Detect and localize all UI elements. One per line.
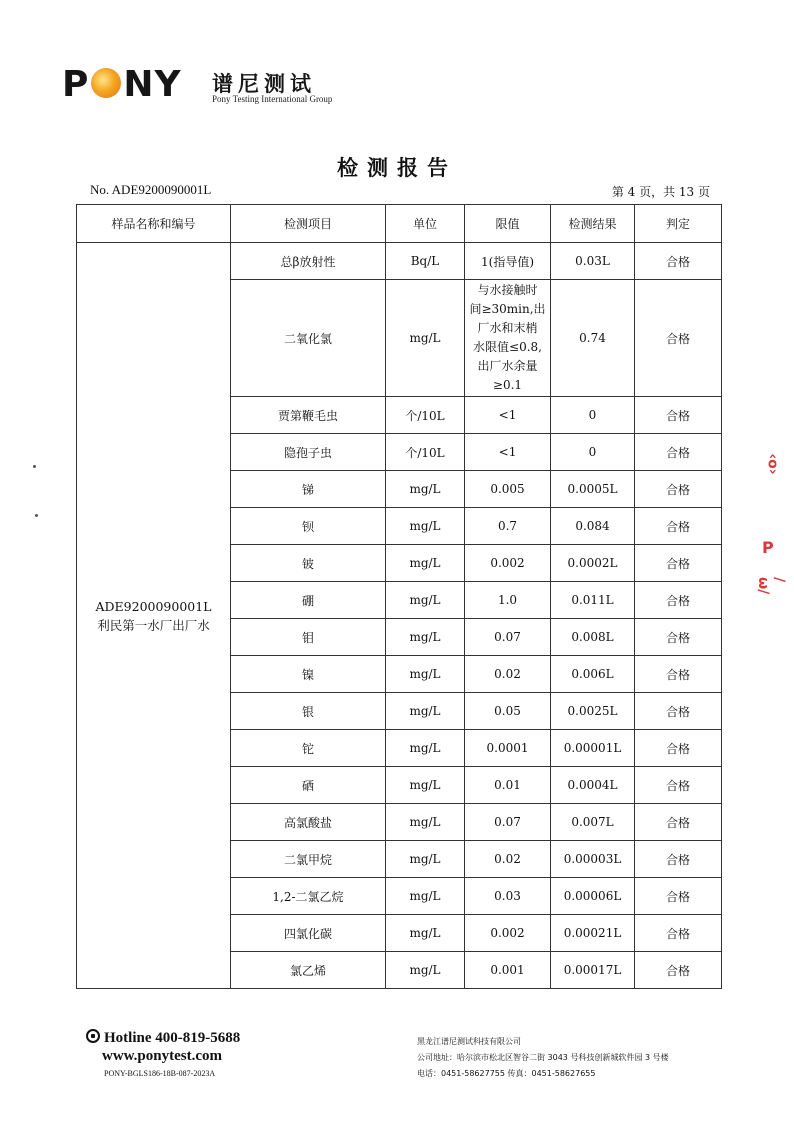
limit-line: 厂水和末梢: [477, 321, 538, 335]
report-number: No. ADE9200090001L: [90, 182, 212, 197]
cell-item: 硒: [231, 767, 386, 804]
cell-unit: mg/L: [386, 804, 465, 841]
limit-line: 水限值≤0.8,: [473, 340, 542, 354]
header-limit: 限值: [465, 205, 551, 243]
phone-icon: [86, 1029, 100, 1043]
form-code: PONY-BGLS186-18B-087-2023A: [104, 1069, 216, 1078]
header-judgement: 判定: [635, 205, 722, 243]
cell-item: 钡: [231, 508, 386, 545]
cell-result: 0.74: [551, 280, 635, 397]
cell-judgement: 合格: [635, 471, 722, 508]
cell-item: 钼: [231, 619, 386, 656]
cell-judgement: 合格: [635, 434, 722, 471]
cell-limit: 0.02: [465, 841, 551, 878]
header-item: 检测项目: [231, 205, 386, 243]
cell-limit: 0.005: [465, 471, 551, 508]
cell-limit: 0.07: [465, 619, 551, 656]
cell-result: 0.00006L: [551, 878, 635, 915]
cell-unit: mg/L: [386, 693, 465, 730]
cell-unit: mg/L: [386, 619, 465, 656]
cell-limit: 0.7: [465, 508, 551, 545]
cell-limit: 0.001: [465, 952, 551, 989]
cell-limit: 0.05: [465, 693, 551, 730]
cell-judgement: 合格: [635, 280, 722, 397]
cell-result: 0.0005L: [551, 471, 635, 508]
cell-judgement: 合格: [635, 952, 722, 989]
cell-unit: mg/L: [386, 471, 465, 508]
cell-judgement: 合格: [635, 767, 722, 804]
cell-unit: Bq/L: [386, 243, 465, 280]
cell-judgement: 合格: [635, 582, 722, 619]
cell-unit: mg/L: [386, 952, 465, 989]
cell-item: 二氧化氯: [231, 280, 386, 397]
results-table: [76, 204, 722, 989]
cell-judgement: 合格: [635, 619, 722, 656]
cell-limit: 0.0001: [465, 730, 551, 767]
company-name: 黑龙江谱尼测试科技有限公司: [417, 1037, 521, 1046]
cell-limit: <1: [465, 434, 551, 471]
cell-result: 0.0004L: [551, 767, 635, 804]
cell-judgement: 合格: [635, 878, 722, 915]
limit-line: 出厂水余量: [477, 359, 538, 373]
footer-company-info: [417, 1034, 669, 1082]
cell-item: 镍: [231, 656, 386, 693]
cell-unit: mg/L: [386, 730, 465, 767]
cell-unit: mg/L: [386, 582, 465, 619]
cell-judgement: 合格: [635, 545, 722, 582]
cell-limit: 0.02: [465, 656, 551, 693]
cell-result: 0.03L: [551, 243, 635, 280]
hotline: Hotline 400-819-5688: [86, 1029, 240, 1047]
cell-item: 铊: [231, 730, 386, 767]
cell-judgement: 合格: [635, 508, 722, 545]
company-phone: 电话：0451-58627755 传真：0451-58627655: [417, 1069, 596, 1078]
cell-judgement: 合格: [635, 243, 722, 280]
website: www.ponytest.com: [102, 1048, 222, 1064]
cell-result: 0.008L: [551, 619, 635, 656]
cell-unit: 个/10L: [386, 434, 465, 471]
cell-result: 0.006L: [551, 656, 635, 693]
sample-name-cell: [77, 243, 231, 989]
cell-judgement: 合格: [635, 397, 722, 434]
cell-judgement: 合格: [635, 656, 722, 693]
logo-chinese-name: 谱尼测试: [212, 72, 316, 96]
cell-limit: 0.07: [465, 804, 551, 841]
cell-result: 0.00003L: [551, 841, 635, 878]
cell-limit: 1.0: [465, 582, 551, 619]
cell-unit: mg/L: [386, 280, 465, 397]
cell-result: 0.084: [551, 508, 635, 545]
header-unit: 单位: [386, 205, 465, 243]
cell-result: 0.011L: [551, 582, 635, 619]
cell-item: 氯乙烯: [231, 952, 386, 989]
company-address: 公司地址：哈尔滨市松北区智谷二街 3043 号科技创新城软件园 3 号楼: [417, 1053, 669, 1062]
cell-limit: 0.01: [465, 767, 551, 804]
logo-english-name: Pony Testing International Group: [212, 94, 333, 104]
footer-contact: [86, 1029, 241, 1078]
cell-result: 0: [551, 397, 635, 434]
cell-unit: mg/L: [386, 508, 465, 545]
page-info: 第 4 页，共 13 页: [611, 185, 710, 199]
cell-judgement: 合格: [635, 804, 722, 841]
cell-limit: 0.002: [465, 915, 551, 952]
header-sample: 样品名称和编号: [77, 205, 231, 243]
header-result: 检测结果: [551, 205, 635, 243]
limit-line: 与水接触时: [477, 283, 538, 297]
cell-item: 银: [231, 693, 386, 730]
cell-item: 锑: [231, 471, 386, 508]
cell-item: 隐孢子虫: [231, 434, 386, 471]
cell-unit: 个/10L: [386, 397, 465, 434]
table-header-row: [77, 205, 722, 243]
cell-result: 0.0002L: [551, 545, 635, 582]
cell-item: 高氯酸盐: [231, 804, 386, 841]
logo-wordmark: P NY: [62, 64, 182, 105]
cell-judgement: 合格: [635, 730, 722, 767]
cell-unit: mg/L: [386, 841, 465, 878]
cell-limit: 1(指导值): [465, 243, 551, 280]
cell-unit: mg/L: [386, 767, 465, 804]
table-row: [77, 243, 722, 280]
cell-limit-multiline: [465, 280, 551, 397]
cell-result: 0.00001L: [551, 730, 635, 767]
cell-item: 铍: [231, 545, 386, 582]
cell-item: 硼: [231, 582, 386, 619]
cell-judgement: 合格: [635, 693, 722, 730]
cell-result: 0.00021L: [551, 915, 635, 952]
scan-dot: [35, 514, 38, 517]
cell-unit: mg/L: [386, 915, 465, 952]
cell-item: 1,2-二氯乙烷: [231, 878, 386, 915]
cell-item: 四氯化碳: [231, 915, 386, 952]
report-title: 检测报告: [337, 156, 457, 180]
cell-limit: 0.002: [465, 545, 551, 582]
cell-item: 二氯甲烷: [231, 841, 386, 878]
cell-unit: mg/L: [386, 545, 465, 582]
cell-result: 0.007L: [551, 804, 635, 841]
cell-result: 0.0025L: [551, 693, 635, 730]
cell-unit: mg/L: [386, 878, 465, 915]
cell-item: 总β放射性: [231, 243, 386, 280]
sample-id: ADE9200090001L: [95, 598, 212, 614]
cell-limit: 0.03: [465, 878, 551, 915]
logo-orange-circle-icon: [91, 68, 121, 98]
cell-judgement: 合格: [635, 915, 722, 952]
sample-name: 利民第一水厂出厂水: [97, 617, 210, 633]
cell-limit: <1: [465, 397, 551, 434]
limit-line: 间≥30min,出: [469, 302, 546, 316]
cell-judgement: 合格: [635, 841, 722, 878]
cell-item: 贾第鞭毛虫: [231, 397, 386, 434]
cell-result: 0: [551, 434, 635, 471]
cell-result: 0.00017L: [551, 952, 635, 989]
limit-line: ≥0.1: [492, 378, 523, 392]
scan-dot: [33, 465, 36, 468]
cell-unit: mg/L: [386, 656, 465, 693]
